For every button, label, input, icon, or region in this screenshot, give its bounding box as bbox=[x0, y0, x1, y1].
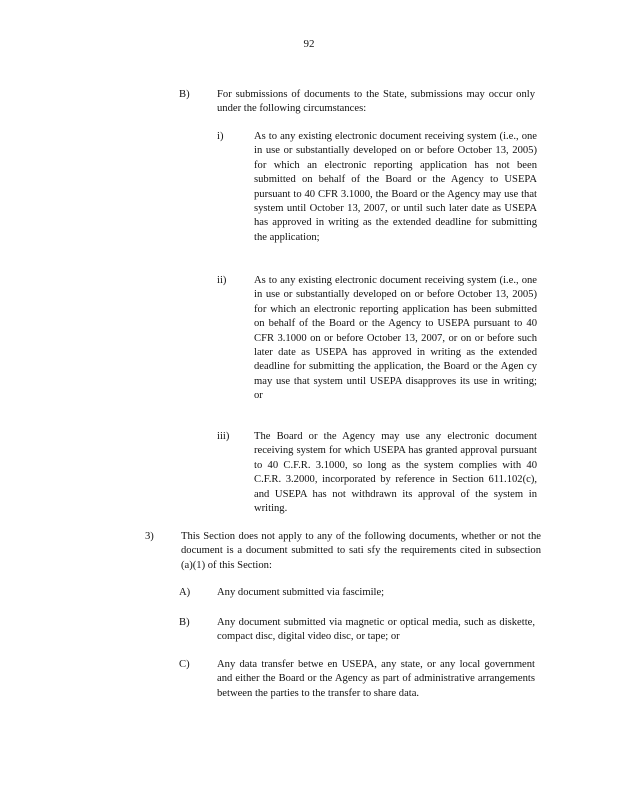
paragraph-text: The Board or the Agency may use any electronic document receiving system for which USEPA has granted approval pursuant to 40 C.F.R. 3.1000, so long as the system complies with 40 C.F.R. 3.2000, incorporated by reference in Section 611.102(c), and USEPA has not withdrawn its approval of the system in writing. bbox=[254, 431, 537, 515]
paragraph-marker: 3) bbox=[145, 531, 154, 542]
paragraph-text: This Section does not apply to any of the following documents, whether or not the document is a document submitted to sati sfy the requirements cited in subsection (a)(1) of this Section: bbox=[181, 531, 541, 571]
paragraph-marker: B) bbox=[179, 89, 190, 100]
paragraph-marker: i) bbox=[217, 131, 224, 142]
paragraph-text: For submissions of documents to the State, submissions may occur only under the following circumstances: bbox=[217, 89, 535, 115]
paragraph-marker: iii) bbox=[217, 431, 230, 442]
paragraph-marker: C) bbox=[179, 659, 190, 670]
paragraph-text: Any document submitted via fascimile; bbox=[217, 587, 385, 598]
paragraph-text: As to any existing electronic document receiving system (i.e., one in use or substantially developed on or before October 13, 2005) for which an electronic reporting application has not been submitted on behalf of the Board or the Agency to USEPA pursuant to 40 CFR 3.1000, the Board or the Agency may use that system until October 13, 2007, or until such later date as USEPA has approved in writing as the extended deadline for submitting the application; bbox=[254, 131, 537, 243]
paragraph-marker: ii) bbox=[217, 275, 227, 286]
paragraph-text: Any data transfer betwe en USEPA, any state, or any local government and either the Board or the Agency as part of administrative arrangements between the parties to the transfer to share data. bbox=[217, 659, 535, 699]
paragraph-marker: B) bbox=[179, 617, 190, 628]
paragraph-text: Any document submitted via magnetic or optical media, such as diskette, compact disc, digital video disc, or tape; or bbox=[217, 617, 535, 643]
paragraph-marker: A) bbox=[179, 587, 191, 598]
page-number: 92 bbox=[303, 38, 315, 50]
paragraph-text: As to any existing electronic document receiving system (i.e., one in use or substantially developed on or before October 13, 2005) for which an electronic reporting application has been submitted on behalf of the Board or the Agency to USEPA pursuant to 40 CFR 3.1000 on or before October 13, 2007, or on or before such later date as USEPA has approved in writing as the extended deadline for submitting the application, the Board or the Agen cy may use that system until USEPA disapproves its use in writing; or bbox=[254, 275, 537, 402]
